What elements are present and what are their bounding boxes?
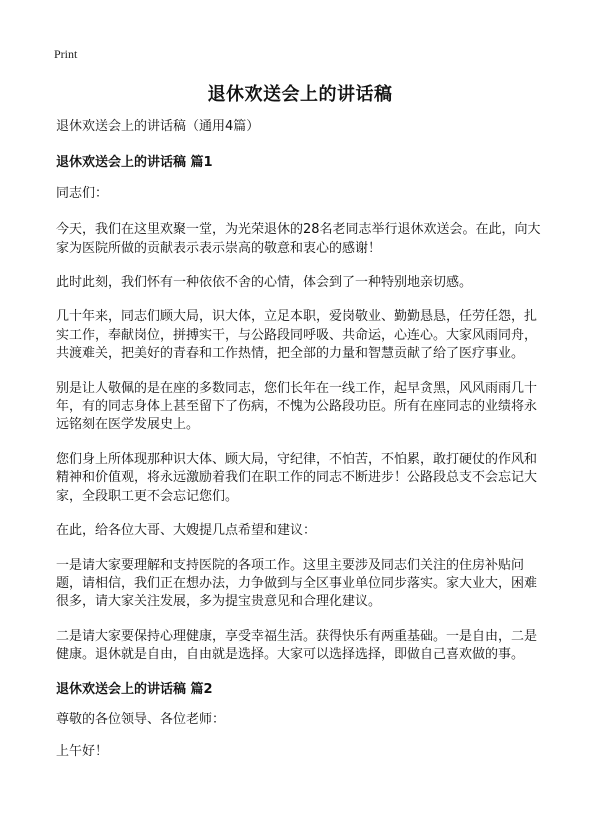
paragraph-1-5: 您们身上所体现那种识大体、顾大局，守纪律，不怕苦，不怕累，敢打硬仗的作风和精神和价值观，将永远激励着我们在职工作的同志不断进步！公路段总支不会忘记大家，全段职工更不会忘记您们。 — [56, 451, 538, 504]
paragraph-1-3: 几十年来，同志们顾大局，识大体，立足本职，爱岗敬业、勤勤恳恳，任劳任怨，扎实工作，奉献岗位，拼搏实干，与公路段同呼吸、共命运，心连心。大家风雨同舟，共渡难关，把美好的青春和工作热情，把全部的力量和智慧贡献了给了医疗事业。 — [56, 309, 538, 362]
paragraph-2-1: 上午好！ — [56, 744, 109, 760]
paragraph-1-7: 一是请大家要理解和支持医院的各项工作。这里主要涉及同志们关注的住房补贴问题，请相信，我们正在想办法，力争做到与全区事业单位同步落实。家大业大，困难很多，请大家关注发展，多为提宝贵意见和合理化建议。 — [56, 557, 538, 610]
salutation-1: 同志们： — [56, 185, 109, 201]
paragraph-1-1: 今天，我们在这里欢聚一堂，为光荣退休的28名老同志举行退休欢送会。在此，向大家为医院所做的贡献表示表示崇高的敬意和衷心的感谢！ — [56, 222, 541, 256]
document-title: 退休欢送会上的讲话稿 — [207, 84, 393, 105]
document-subtitle: 退休欢送会上的讲话稿（通用4篇） — [56, 119, 260, 134]
section-heading-2: 退休欢送会上的讲话稿 篇2 — [56, 681, 213, 697]
document-body — [56, 118, 546, 762]
paragraph-1-2: 此时此刻，我们怀有一种依依不舍的心情，体会到了一种特别地亲切感。 — [56, 275, 473, 291]
section-heading-1: 退休欢送会上的讲话稿 篇1 — [56, 155, 213, 171]
salutation-2: 尊敬的各位领导、各位老师： — [56, 711, 226, 727]
paragraph-1-8: 二是请大家要保持心理健康，享受幸福生活。获得快乐有两重基础。一是自由，二是健康。退休就是自由，自由就是选择。大家可以选择选择，即做自己喜欢做的事。 — [56, 628, 538, 663]
print-link[interactable]: Print — [54, 47, 78, 61]
paragraph-1-6: 在此，给各位大哥、大嫂提几点希望和建议： — [56, 523, 317, 539]
paragraph-1-4: 别是让人敬佩的是在座的多数同志，您们长年在一线工作，起早贪黑，风风雨雨几十年，有的同志身体上甚至留下了伤病，不愧为公路段功臣。所有在座同志的业绩将永远铭刻在医学发展史上。 — [56, 380, 538, 433]
